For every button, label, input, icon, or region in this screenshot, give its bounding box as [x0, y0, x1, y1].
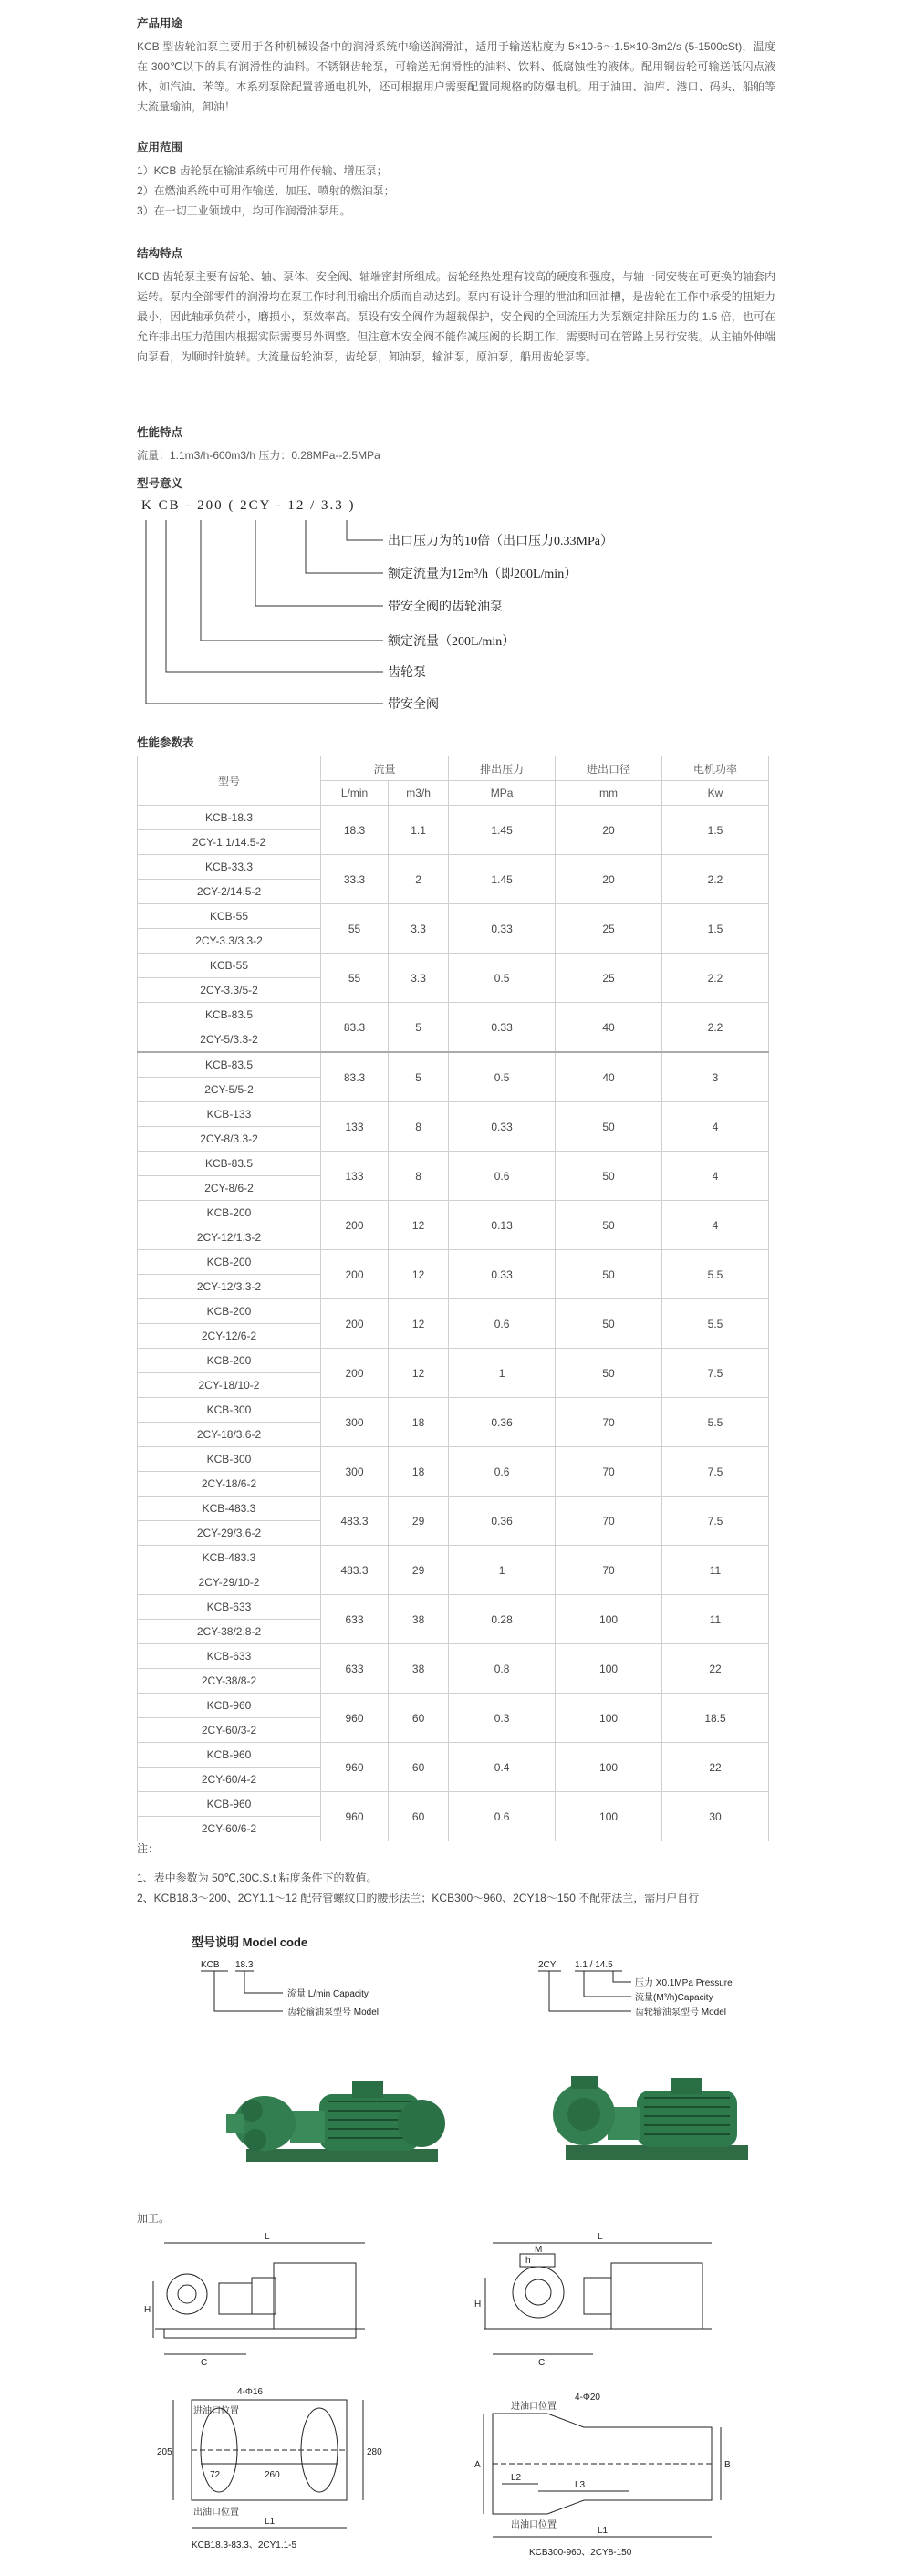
row-model-cy: 2CY-1.1/14.5-2 [138, 830, 321, 855]
row-pressure: 1 [449, 1546, 556, 1595]
row-model-kcb: KCB-18.3 [138, 806, 321, 830]
row-model-cy: 2CY-8/6-2 [138, 1176, 321, 1201]
row-port: 25 [556, 904, 662, 954]
row-model-cy: 2CY-12/3.3-2 [138, 1275, 321, 1299]
row-power: 5.5 [662, 1299, 769, 1349]
model-code-title: 型号说明 Model code [192, 1935, 308, 1949]
row-flow-lmin: 960 [321, 1743, 389, 1792]
row-power: 1.5 [662, 806, 769, 855]
table-row [138, 1201, 769, 1225]
row-flow-lmin: 483.3 [321, 1497, 389, 1546]
row-flow-lmin: 200 [321, 1201, 389, 1250]
row-pressure: 0.5 [449, 1052, 556, 1102]
spec-table-title: 性能参数表 [137, 736, 194, 749]
dim-C-left: C [201, 2358, 208, 2368]
row-port: 50 [556, 1201, 662, 1250]
row-flow-m3h: 29 [389, 1546, 449, 1595]
row-model-cy: 2CY-18/6-2 [138, 1472, 321, 1497]
dim-L3-right: L3 [575, 2480, 586, 2490]
row-power: 2.2 [662, 954, 769, 1003]
table-row [138, 1743, 769, 1768]
row-model-kcb: KCB-200 [138, 1250, 321, 1275]
meaning-rated-flow-lmin: 额定流量（200L/min） [388, 635, 515, 649]
row-power: 4 [662, 1102, 769, 1152]
spec-table-section [137, 734, 775, 1841]
row-flow-lmin: 55 [321, 904, 389, 954]
row-model-cy: 2CY-12/6-2 [138, 1324, 321, 1349]
row-flow-lmin: 960 [321, 1694, 389, 1743]
row-model-cy: 2CY-38/2.8-2 [138, 1620, 321, 1644]
table-row [138, 1152, 769, 1176]
drawing-side-view-left [153, 2243, 365, 2354]
meaning-outlet-pressure: 出口压力为的10倍（出口压力0.33MPa） [388, 535, 613, 548]
model-code-string: K CB - 200 ( 2CY - 12 / 3.3 ) [141, 498, 356, 513]
row-model-kcb: KCB-83.5 [138, 1152, 321, 1176]
dim-L-right: L [598, 2232, 603, 2242]
row-power: 4 [662, 1152, 769, 1201]
drawing-side-view-right [484, 2243, 712, 2354]
dim-L2-right: L2 [511, 2473, 522, 2483]
pump-photos [137, 2058, 775, 2195]
row-model-kcb: KCB-55 [138, 954, 321, 978]
row-model-cy: 2CY-60/6-2 [138, 1817, 321, 1841]
col-port: 进出口径 [556, 756, 662, 781]
note-item: 1、表中参数为 50℃,30C.S.t 粘度条件下的数值。 [137, 1872, 378, 1884]
meaning-gear-pump: 齿轮泵 [388, 666, 426, 680]
row-port: 50 [556, 1102, 662, 1152]
table-row [138, 1595, 769, 1620]
row-pressure: 0.33 [449, 1102, 556, 1152]
row-port: 100 [556, 1792, 662, 1841]
outlet-left: 出油口位置 [193, 2508, 239, 2518]
row-model-kcb: KCB-483.3 [138, 1546, 321, 1570]
row-port: 100 [556, 1595, 662, 1644]
row-pressure: 0.8 [449, 1644, 556, 1694]
row-port: 70 [556, 1546, 662, 1595]
mc-left-model: 齿轮输油泵型号 Model [287, 2008, 380, 2018]
row-model-cy: 2CY-12/1.3-2 [138, 1225, 321, 1250]
row-port: 50 [556, 1250, 662, 1299]
row-port: 50 [556, 1152, 662, 1201]
row-model-kcb: KCB-960 [138, 1743, 321, 1768]
application-item: 3）在一切工业领域中，均可作润滑油泵用。 [137, 204, 351, 217]
row-flow-lmin: 200 [321, 1250, 389, 1299]
model-meaning-section [137, 475, 775, 722]
row-port: 20 [556, 855, 662, 904]
row-flow-m3h: 38 [389, 1644, 449, 1694]
table-row [138, 1546, 769, 1570]
row-port: 50 [556, 1349, 662, 1398]
dim-260: 260 [265, 2470, 280, 2480]
row-flow-lmin: 483.3 [321, 1546, 389, 1595]
row-power: 22 [662, 1743, 769, 1792]
row-pressure: 1 [449, 1349, 556, 1398]
dim-M-right: M [535, 2245, 543, 2255]
row-model-kcb: KCB-33.3 [138, 855, 321, 880]
table-row [138, 1447, 769, 1472]
row-power: 5.5 [662, 1398, 769, 1447]
performance-text: 流量：1.1m3/h-600m3/h 压力：0.28MPa--2.5MPa [137, 449, 380, 462]
model-meaning-title: 型号意义 [137, 477, 183, 490]
row-power: 22 [662, 1644, 769, 1694]
row-flow-m3h: 12 [389, 1201, 449, 1250]
row-model-cy: 2CY-29/3.6-2 [138, 1521, 321, 1546]
row-power: 11 [662, 1546, 769, 1595]
row-flow-m3h: 8 [389, 1152, 449, 1201]
row-flow-lmin: 300 [321, 1398, 389, 1447]
row-port: 100 [556, 1694, 662, 1743]
row-flow-m3h: 5 [389, 1003, 449, 1053]
application-item: 2）在燃油系统中可用作输送、加压、喷射的燃油泵； [137, 184, 395, 197]
table-row [138, 1003, 769, 1027]
row-model-cy: 2CY-8/3.3-2 [138, 1127, 321, 1152]
row-model-kcb: KCB-483.3 [138, 1497, 321, 1521]
row-pressure: 0.33 [449, 1003, 556, 1053]
row-model-cy: 2CY-2/14.5-2 [138, 880, 321, 904]
row-flow-m3h: 8 [389, 1102, 449, 1152]
inlet-left: 进油口位置 [193, 2406, 239, 2416]
row-model-kcb: KCB-83.5 [138, 1003, 321, 1027]
row-pressure: 0.33 [449, 1250, 556, 1299]
row-pressure: 0.13 [449, 1201, 556, 1250]
spec-table-body [138, 806, 769, 1841]
table-row [138, 1497, 769, 1521]
caption-left: KCB18.3-83.3、2CY1.1-5 [192, 2540, 297, 2550]
dim-h-right: h [525, 2256, 531, 2266]
mc-right-flow: 流量(M³/h)Capacity [635, 1993, 713, 2003]
inlet-right: 进油口位置 [511, 2402, 557, 2412]
mc-right-code-a: 2CY [538, 1960, 557, 1970]
model-code-diagrams [192, 1955, 739, 2028]
row-flow-lmin: 18.3 [321, 806, 389, 855]
row-flow-lmin: 33.3 [321, 855, 389, 904]
row-flow-lmin: 133 [321, 1102, 389, 1152]
pump-photo-left [226, 2081, 445, 2162]
row-power: 1.5 [662, 904, 769, 954]
row-flow-m3h: 60 [389, 1743, 449, 1792]
row-power: 7.5 [662, 1447, 769, 1497]
row-flow-m3h: 18 [389, 1398, 449, 1447]
row-pressure: 1.45 [449, 806, 556, 855]
dim-B-right: B [724, 2460, 731, 2470]
row-model-cy: 2CY-3.3/3.3-2 [138, 929, 321, 954]
purpose-text: KCB 型齿轮油泵主要用于各种机械设备中的润滑系统中输送润滑油，适用于输送粘度为 5×10-6～1.5×10-3m2/s (5-1500cSt)，温度在 300℃以下的具有润滑性的油料。不锈钢齿轮泵，可输送无润滑性的油料、饮料、低腐蚀性的液体。配用铜齿轮可输送低闪点液体，如汽油、苯等。本系列泵除配置普通电机外，还可根据用户需要配置同规格的防爆电机。用于油田、油库、港口、码头、船舶等大流量输油，卸油！ [137, 40, 775, 113]
notes-title: 注： [137, 1842, 160, 1855]
row-model-cy: 2CY-3.3/5-2 [138, 978, 321, 1003]
note-item: 2、KCB18.3～200、2CY1.1～12 配带管螺纹口的腰形法兰；KCB300～960、2CY18～150 不配带法兰，需用户自行 [137, 1892, 700, 1904]
row-flow-m3h: 2 [389, 855, 449, 904]
model-code-section [192, 1933, 739, 2018]
table-row [138, 1102, 769, 1127]
row-model-kcb: KCB-633 [138, 1644, 321, 1669]
row-flow-m3h: 5 [389, 1052, 449, 1102]
row-model-cy: 2CY-18/3.6-2 [138, 1423, 321, 1447]
drawings-caption: 加工。 [137, 2212, 171, 2225]
outlet-right: 出油口位置 [511, 2520, 557, 2530]
row-flow-lmin: 133 [321, 1152, 389, 1201]
table-row [138, 904, 769, 929]
spec-table [137, 756, 769, 1841]
meaning-safety-valve: 带安全阀 [388, 698, 439, 712]
caption-right: KCB300-960、2CY8-150 [529, 2548, 632, 2558]
row-pressure: 0.28 [449, 1595, 556, 1644]
row-model-kcb: KCB-200 [138, 1201, 321, 1225]
row-power: 5.5 [662, 1250, 769, 1299]
row-flow-m3h: 3.3 [389, 904, 449, 954]
dim-H-right: H [474, 2300, 482, 2310]
dim-L-left: L [265, 2232, 270, 2242]
dim-280: 280 [367, 2447, 382, 2457]
table-row [138, 1250, 769, 1275]
purpose-section [137, 15, 775, 117]
row-power: 2.2 [662, 1003, 769, 1053]
row-port: 100 [556, 1743, 662, 1792]
table-row [138, 1644, 769, 1669]
row-model-cy: 2CY-29/10-2 [138, 1570, 321, 1595]
row-power: 2.2 [662, 855, 769, 904]
performance-title: 性能特点 [137, 426, 183, 439]
row-model-kcb: KCB-200 [138, 1299, 321, 1324]
col-flow: 流量 [321, 756, 449, 781]
application-section [137, 139, 775, 221]
purpose-title: 产品用途 [137, 17, 183, 30]
mc-right-model: 齿轮输油泵型号 Model [635, 2008, 727, 2018]
col-flow-lmin: L/min [321, 781, 389, 806]
row-model-kcb: KCB-960 [138, 1694, 321, 1718]
row-flow-m3h: 12 [389, 1349, 449, 1398]
structure-text: KCB 齿轮泵主要有齿轮、轴、泵体、安全阀、轴端密封所组成。齿轮经热处理有较高的硬度和强度，与轴一同安装在可更换的轴套内运转。泵内全部零件的润滑均在泵工作时利用输出介质而自动达到。泵内有设计合理的泄油和回油槽，是齿轮在工作中承受的扭矩力最小，因此轴承负荷小，磨损小，泵效率高。泵设有安全阀作为超载保护，安全阀的全回流压力为泵额定排除压力的 1.5 倍，也可在允许排出压力范围内根据实际需要另外调整。但注意本安全阀不能作减压阀的长期工作，需要时可在管路上另行安装。从主轴外伸端向泵看，为顺时针旋转。大流量齿轮油泵，齿轮泵，卸油泵，输油泵，原油泵，船用齿轮泵等。 [137, 270, 776, 363]
meaning-rated-flow-m3h: 额定流量为12m³/h（即200L/min） [388, 568, 577, 581]
col-power: 电机功率 [662, 756, 769, 781]
table-row [138, 1792, 769, 1817]
application-title: 应用范围 [137, 141, 183, 154]
row-flow-m3h: 29 [389, 1497, 449, 1546]
mc-left-flow: 流量 L/min Capacity [287, 1989, 369, 1999]
mc-right-pressure: 压力 X0.1MPa Pressure [635, 1978, 733, 1988]
row-flow-lmin: 960 [321, 1792, 389, 1841]
row-pressure: 0.3 [449, 1694, 556, 1743]
table-row [138, 1349, 769, 1373]
structure-section [137, 245, 775, 367]
application-item: 1）KCB 齿轮泵在输油系统中可用作传输、增压泵； [137, 164, 388, 177]
row-power: 7.5 [662, 1349, 769, 1398]
mc-left-code-a: KCB [201, 1960, 220, 1970]
row-power: 18.5 [662, 1694, 769, 1743]
pump-photo-right [553, 2076, 748, 2160]
dim-205: 205 [157, 2447, 172, 2457]
row-power: 11 [662, 1595, 769, 1644]
row-port: 40 [556, 1003, 662, 1053]
row-port: 70 [556, 1497, 662, 1546]
row-pressure: 0.5 [449, 954, 556, 1003]
row-model-kcb: KCB-55 [138, 904, 321, 929]
row-flow-lmin: 633 [321, 1644, 389, 1694]
row-model-kcb: KCB-83.5 [138, 1052, 321, 1078]
dim-L1-left: L1 [265, 2517, 276, 2527]
model-meaning-diagram [137, 498, 775, 722]
row-flow-m3h: 12 [389, 1299, 449, 1349]
table-row [138, 1694, 769, 1718]
row-model-kcb: KCB-300 [138, 1398, 321, 1423]
row-pressure: 0.33 [449, 904, 556, 954]
meaning-valve-gear-pump: 带安全阀的齿轮油泵 [388, 600, 503, 614]
row-power: 4 [662, 1201, 769, 1250]
row-flow-m3h: 3.3 [389, 954, 449, 1003]
row-pressure: 0.6 [449, 1152, 556, 1201]
row-flow-m3h: 18 [389, 1447, 449, 1497]
row-model-kcb: KCB-300 [138, 1447, 321, 1472]
row-pressure: 1.45 [449, 855, 556, 904]
table-row [138, 806, 769, 830]
row-flow-lmin: 83.3 [321, 1003, 389, 1053]
row-flow-lmin: 83.3 [321, 1052, 389, 1102]
row-port: 70 [556, 1398, 662, 1447]
row-port: 40 [556, 1052, 662, 1102]
row-model-cy: 2CY-38/8-2 [138, 1669, 321, 1694]
col-pressure: 排出压力 [449, 756, 556, 781]
row-flow-m3h: 12 [389, 1250, 449, 1299]
row-flow-lmin: 55 [321, 954, 389, 1003]
row-pressure: 0.4 [449, 1743, 556, 1792]
structure-title: 结构特点 [137, 247, 183, 260]
row-model-kcb: KCB-960 [138, 1792, 321, 1817]
row-pressure: 0.6 [449, 1792, 556, 1841]
row-flow-lmin: 200 [321, 1299, 389, 1349]
row-pressure: 0.36 [449, 1497, 556, 1546]
col-model: 型号 [138, 756, 321, 806]
row-flow-m3h: 60 [389, 1694, 449, 1743]
row-power: 3 [662, 1052, 769, 1102]
mc-right-code-b: 1.1 / 14.5 [575, 1960, 613, 1970]
table-row [138, 1299, 769, 1324]
row-flow-lmin: 300 [321, 1447, 389, 1497]
table-row [138, 1398, 769, 1423]
dim-72: 72 [210, 2470, 221, 2480]
row-flow-m3h: 60 [389, 1792, 449, 1841]
row-port: 100 [556, 1644, 662, 1694]
holes-left: 4-Φ16 [237, 2387, 263, 2397]
table-row [138, 855, 769, 880]
row-model-kcb: KCB-633 [138, 1595, 321, 1620]
row-power: 7.5 [662, 1497, 769, 1546]
performance-section [137, 423, 775, 465]
mc-left-code-b: 18.3 [235, 1960, 254, 1970]
dim-C-right: C [538, 2358, 546, 2368]
row-flow-m3h: 38 [389, 1595, 449, 1644]
row-port: 50 [556, 1299, 662, 1349]
dim-H-left: H [144, 2305, 151, 2315]
row-flow-lmin: 633 [321, 1595, 389, 1644]
notes-section [137, 1839, 775, 1908]
row-model-kcb: KCB-200 [138, 1349, 321, 1373]
row-pressure: 0.6 [449, 1299, 556, 1349]
col-pressure-unit: MPa [449, 781, 556, 806]
application-list [137, 161, 775, 221]
row-model-cy: 2CY-60/4-2 [138, 1768, 321, 1792]
dim-L1-right: L1 [598, 2526, 609, 2536]
technical-drawings [137, 2227, 775, 2564]
row-flow-m3h: 1.1 [389, 806, 449, 855]
row-model-cy: 2CY-18/10-2 [138, 1373, 321, 1398]
row-pressure: 0.36 [449, 1398, 556, 1447]
row-model-cy: 2CY-5/3.3-2 [138, 1027, 321, 1053]
dim-A-right: A [474, 2460, 481, 2470]
row-model-kcb: KCB-133 [138, 1102, 321, 1127]
col-flow-m3h: m3/h [389, 781, 449, 806]
row-port: 70 [556, 1447, 662, 1497]
row-model-cy: 2CY-5/5-2 [138, 1078, 321, 1102]
col-port-unit: mm [556, 781, 662, 806]
row-flow-lmin: 200 [321, 1349, 389, 1398]
row-port: 25 [556, 954, 662, 1003]
holes-right: 4-Φ20 [575, 2393, 600, 2403]
table-row [138, 954, 769, 978]
table-row [138, 1052, 769, 1078]
row-port: 20 [556, 806, 662, 855]
row-pressure: 0.6 [449, 1447, 556, 1497]
row-model-cy: 2CY-60/3-2 [138, 1718, 321, 1743]
col-power-unit: Kw [662, 781, 769, 806]
row-power: 30 [662, 1792, 769, 1841]
